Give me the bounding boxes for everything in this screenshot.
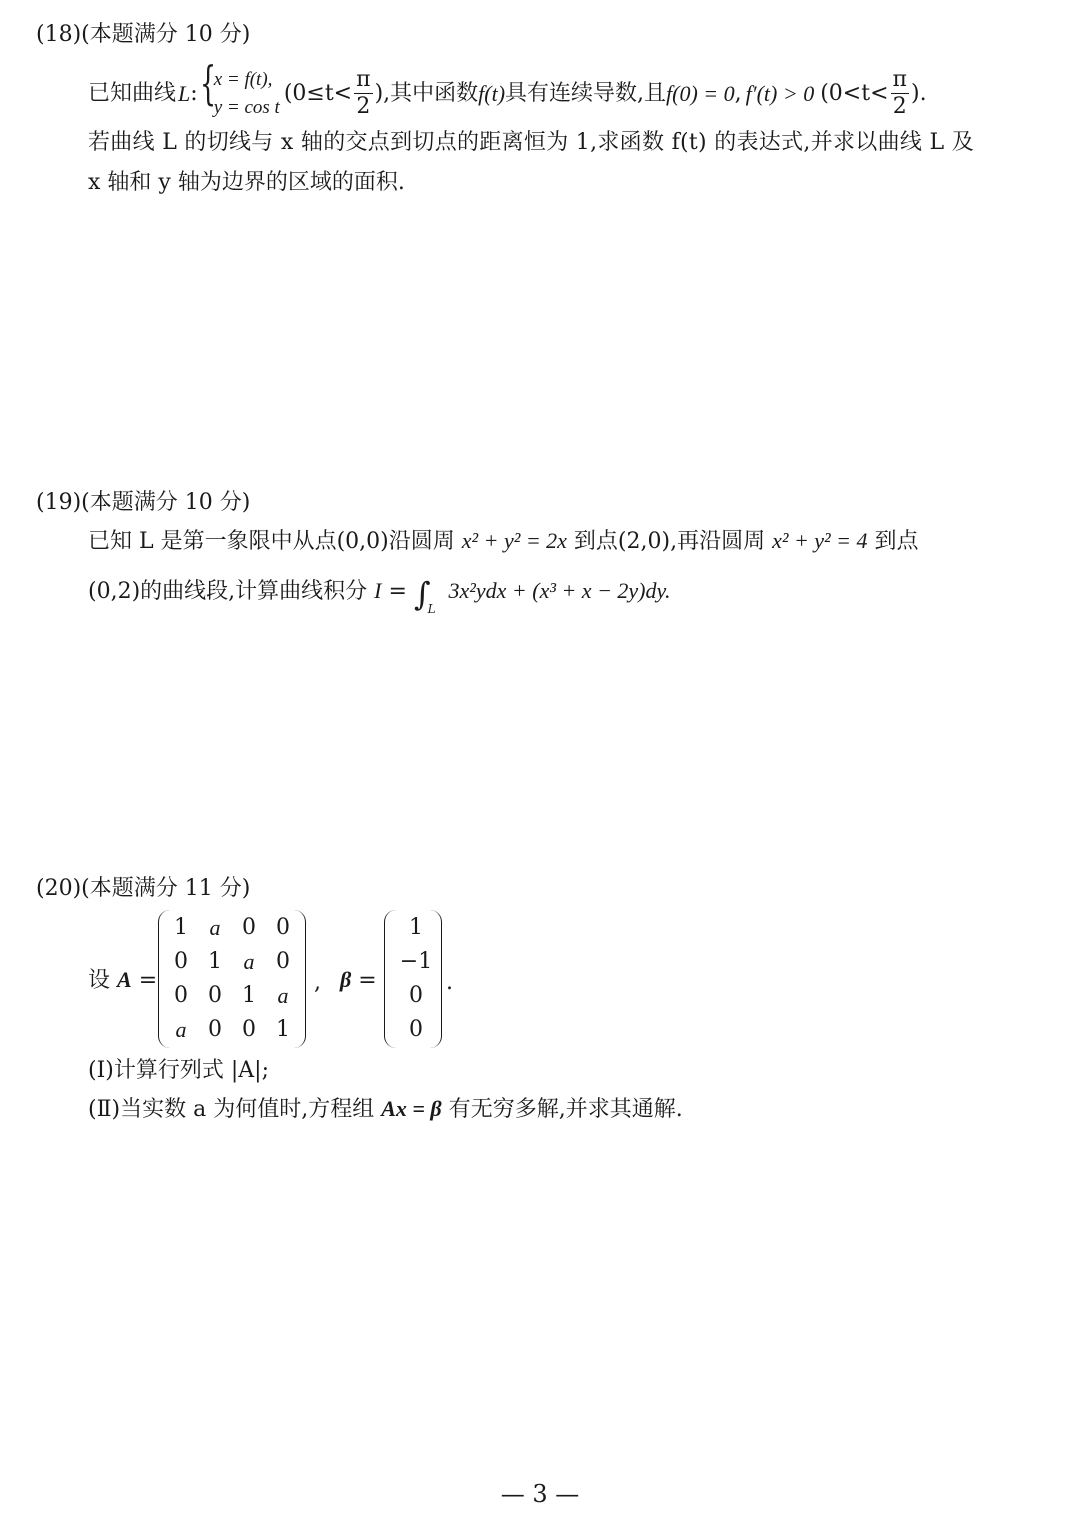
q19-integral-name: I	[374, 578, 382, 603]
q18-ft: f(t)	[478, 80, 506, 106]
q18-pi-over-2-b	[891, 68, 909, 119]
q18-cond1: f(0) = 0	[666, 80, 735, 106]
q18-statement-line3: x 轴和 y 轴为边界的区域的面积.	[88, 170, 405, 195]
q20-matrix-A-cell-3-2: 0	[242, 1017, 256, 1042]
q20-matrix-A-cell-2-2: 1	[242, 983, 256, 1008]
q20-part2-text-b: 有无穷多解,并求其通解.	[441, 1097, 683, 1122]
q20-set: 设	[88, 968, 111, 993]
q20-matrix-A-cell-0-2: 0	[242, 915, 256, 940]
q20-matrix-A-cell-3-1: 0	[208, 1017, 222, 1042]
q18-frac2-num: π	[891, 68, 909, 94]
q20-part1-label: (Ⅰ)	[88, 1058, 114, 1083]
q20-matrix-A-cell-2-1: 0	[208, 983, 222, 1008]
q18-left-brace: {	[199, 56, 216, 110]
q18-colon: :	[190, 80, 198, 106]
q18-cond2: f′(t) > 0	[745, 80, 815, 106]
q18-header: (18)(本题满分 10 分)	[36, 22, 251, 47]
q20-part2-equation: Ax = β	[381, 1096, 442, 1121]
q20-matrix-A-symbol: A	[117, 967, 132, 992]
q20-part2-label: (Ⅱ)	[88, 1097, 121, 1122]
q18-comma: ,	[734, 80, 742, 106]
q18-range2-open: (0<t<	[820, 80, 889, 106]
q18-intro: 已知曲线	[88, 80, 177, 106]
q20-matrix-A-cell-0-3: 0	[276, 915, 290, 940]
q18-statement-line2: 若曲线 L 的切线与 x 轴的交点到切点的距离恒为 1,求函数 f(t) 的表达式,并求以曲线 L 及	[88, 130, 974, 155]
q19-circle1: x² + y² = 2x	[461, 528, 567, 553]
q20-beta-symbol: β	[340, 967, 352, 992]
q18-case-y: y = cos t	[213, 96, 280, 118]
q19-text-c: 到点	[867, 529, 919, 554]
q20-matrix-A-cell-3-3: 1	[276, 1017, 290, 1042]
q18-case-x: x = f(t),	[213, 69, 273, 90]
q19-integral-subscript: L	[427, 602, 436, 616]
q20-header: (20)(本题满分 11 分)	[36, 876, 251, 901]
q20-matrix-A-cell-1-0: 0	[174, 949, 188, 974]
q20-part2	[88, 1098, 683, 1121]
q18-frac2-den: 2	[892, 94, 907, 120]
q19-equals: =	[381, 579, 414, 604]
q20-vector-left-paren	[384, 910, 399, 1048]
q18-parametric-cases	[199, 56, 280, 121]
q19-statement-line1	[88, 530, 919, 553]
q20-period: .	[446, 970, 453, 995]
q20-matrix-A-cell-1-2: a	[243, 949, 255, 974]
q19-text-d: (0,2)的曲线段,计算曲线积分	[88, 579, 375, 604]
q20-equals-b: =	[358, 968, 377, 993]
q20-vector-beta-cell-0: 1	[409, 915, 423, 940]
q19-circle2: x² + y² = 4	[772, 528, 868, 553]
q18-range-close: ),其中函数	[374, 80, 479, 106]
q18-pi-over-2	[354, 68, 372, 119]
q20-matrix-A-cell-2-0: 0	[174, 983, 188, 1008]
q19-integrand: 3x²ydx + (x³ + x − 2y)dy.	[448, 578, 671, 603]
q20-matrix-A-cell-1-1: 1	[208, 949, 222, 974]
q18-mid: 具有连续导数,且	[505, 80, 667, 106]
page-number: — 3 —	[500, 1480, 580, 1508]
q20-part1	[88, 1060, 269, 1082]
q20-matrix-A-cell-0-1: a	[209, 915, 221, 940]
q18-statement-line1	[88, 56, 927, 121]
q20-set-label	[88, 969, 157, 992]
q20-vector-beta	[384, 910, 442, 1048]
q20-matrix-A-cell-3-0: a	[175, 1017, 187, 1042]
q20-part2-text-a: 当实数 a 为何值时,方程组	[120, 1097, 382, 1122]
q20-matrix-A-cell-1-3: 0	[276, 949, 290, 974]
q20-separator: ,	[314, 970, 321, 995]
q20-matrix-A-cell-2-3: a	[277, 983, 289, 1008]
q19-text-a: 已知 L 是第一象限中从点(0,0)沿圆周	[88, 529, 462, 554]
q19-statement-line2	[88, 575, 671, 616]
q20-vector-beta-cell-1: −1	[399, 949, 433, 974]
q20-beta-label	[340, 969, 377, 992]
q18-frac-num: π	[354, 68, 372, 94]
q18-range-open: (0≤t<	[283, 80, 353, 106]
q20-vector-beta-cell-2: 0	[409, 983, 423, 1008]
q20-vector-beta-cell-3: 0	[409, 1017, 423, 1042]
q18-range2-close: ).	[910, 80, 927, 106]
q20-matrix-A-cell-0-0: 1	[174, 915, 188, 940]
q18-frac-den: 2	[356, 94, 371, 120]
q19-integral-sign: ∫	[413, 575, 431, 613]
q19-header: (19)(本题满分 10 分)	[36, 490, 251, 515]
q20-part1-text: 计算行列式 |A|;	[113, 1058, 269, 1083]
q20-matrix-A	[158, 910, 306, 1048]
q18-curve-name: L	[178, 80, 191, 106]
q20-equals-a: =	[138, 968, 158, 993]
q19-text-b: 到点(2,0),再沿圆周	[566, 529, 773, 554]
